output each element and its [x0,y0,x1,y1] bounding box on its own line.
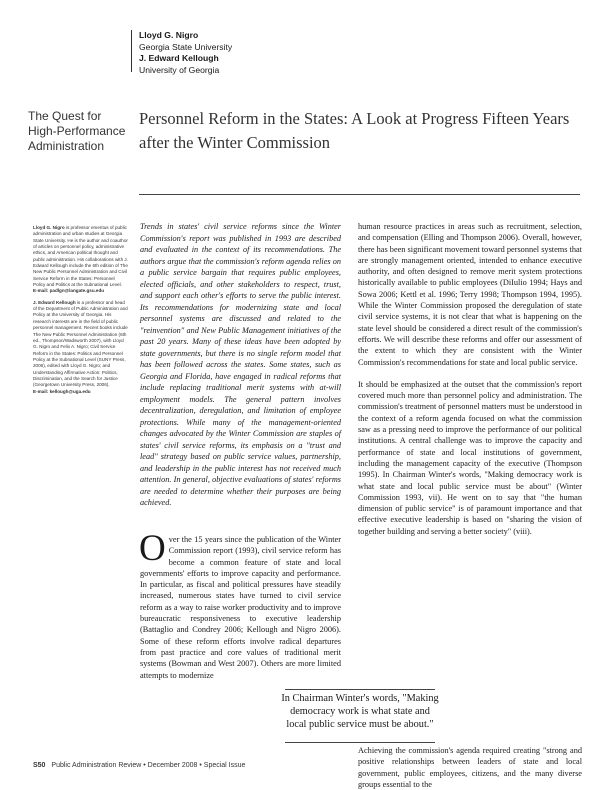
bio-paragraph [33,225,128,295]
bio-text: is professor emeritus of public administration and urban studies at Georgia State University. He is the author and coauthor of articles on personnel policy, administrative ethics, and American political thought and public administration. His collaborations with J. Edward Kellough include the 6th edition of The New Public Personnel Administration and Civil Service Reform in the States: Personnel Policy and Politics at the Subnational Level. [33,225,128,288]
author-affiliation: Georgia State University [139,41,233,52]
author-divider [131,30,132,72]
pull-quote: In Chairman Winter's words, "Making democracy work is what state and local public service must be about." [281,693,439,730]
page-number: S50 [33,762,46,769]
body-paragraph: Achieving the commission's agenda required creating "strong and positive relationships between leaders of state and local government, public employees, citizens, and the many diverse groups essential to the [358,746,582,789]
body-paragraph: It should be emphasized at the outset that the commission's report covered much more than personnel policy and administration. The commission's treatment of personnel matters must be understood in the context of a reform agenda focused on what the commission saw as a pressing need to improve the performance of our political institutions. A central challenge was to improve the capacity and performance of state and local institutions of government, including the management capacity of the executive (Thompson 1995). In Chairman Winter's words, "Making democracy work is what state and local public service must be about" (Winter Commission 1993, vii). He went on to say that "the human dimension of public service" is of paramount importance and that effective executive leadership is based on "sharing the vision of together building and serving a better society" (viii). [358,379,582,536]
author-affiliation: University of Georgia [139,64,220,75]
journal-info: Public Administration Review • December 2008 • Special Issue [51,762,246,769]
bio-name: J. Edward Kellough [33,299,76,305]
pull-quote-rule-top [285,689,435,690]
article-title: Personnel Reform in the States: A Look at Progress Fifteen Years after the Winter Commission [139,109,570,152]
body-column-1 [139,528,341,681]
author-bios [33,225,128,400]
body-column-2 [358,221,582,548]
drop-cap: O [139,528,166,569]
author-block [139,30,232,76]
title-rule [139,194,580,195]
pull-quote-rule-bottom [285,742,435,743]
abstract: Trends in states' civil service reforms since the Winter Commission's report was published in 1993 are described and evaluated in the context of its recommendations. The authors argue that the commission's reform agenda relies on a public service bargain that requires public employees, elected officials, and other stakeholders to respect, trust, and support each other's efforts to serve the public interest. Its recommendations for modernizing state and local personnel systems are discussed and related to the "reinvention" and New Public Management initiatives of the past 20 years. Many of these ideas have been adopted by state governments, but there is no single reform model that has been followed across the states. Some states, such as Georgia and Florida, have engaged in radical reforms that include replacing traditional merit systems with at-will employment models. The general pattern involves decentralization, deregulation, and limitation of employee protections. While many of the management-oriented changes advocated by the Winter Commission are staples of states' civil service reforms, its emphasis on a "trust and lead" strategy based on public service values, partnership, and leadership in the public interest has not received much attention. In general, objective evaluations of states' reforms are needed to determine whether their purposes are being achieved. [140,222,341,507]
bio-paragraph [33,300,128,395]
page-footer [33,762,245,769]
bio-email: E-mail: padlgn@langate.gsu.edu [33,288,105,294]
bio-name: Lloyd G. Nigro [33,225,65,230]
body-text: ver the 15 years since the publication of the Winter Commission report (1993), civil service reform has become a common feature of state and local governments' efforts to improve capacity and performance. In particular, as fiscal and political pressures have steadily increased, numerous states have turned to civil service reform as a way to raise worker productivity and to improve bureaucratic responsiveness to executive leadership (Battaglio and Condrey 2006; Kellough and Nigro 2006). Some of these reform efforts involve radical departures from past practice and core values of traditional merit systems (Bowman and West 2007). Others are more limited attempts to modernize [140,535,341,680]
bio-text: is a professor and head of the Department of Public Administration and Policy at the University of Georgia. His research interests are in the field of public personnel management. Recent books include The New Public Personnel Administration (6th ed., Thompson/Wadsworth 2007), with Lloyd G. Nigro and Felix A. Nigro; Civil Service Reform in the States: Politics and Personnel Policy at the Subnational Level (SUNY Press, 2006), edited with Lloyd G. Nigro; and Understanding Affirmative Action: Politics, Discrimination, and the Search for Justice (Georgetown University Press, 2006). [33,299,128,388]
author-name: Lloyd G. Nigro [139,30,199,40]
body-paragraph: human resource practices in areas such as recruitment, selection, and compensation (Elling and Thompson 2006). Overall, however, there has been significant movement toward personnel systems that are strongly management oriented, intended to enhance executive authority, and often designed to remove merit system protections historically available to public employees (DiIulio 1994; Hays and Sowa 2006; Kettl et al. 1996; Terry 1998; Thompson 1994, 1995). While the Winter Commission proposed the deregulation of state civil service systems, it is not clear that what is happening on the state level should be considered a direct result of the commission's efforts. We will describe these reforms and offer our assessment of the extent to which they are consistent with the Winter Commission's recommendations for state and local public service. [358,222,582,367]
series-title: The Quest for High-Performance Administration [28,109,126,154]
bio-email: E-mail: kellough@uga.edu [33,388,91,394]
author-name: J. Edward Kellough [139,53,219,63]
